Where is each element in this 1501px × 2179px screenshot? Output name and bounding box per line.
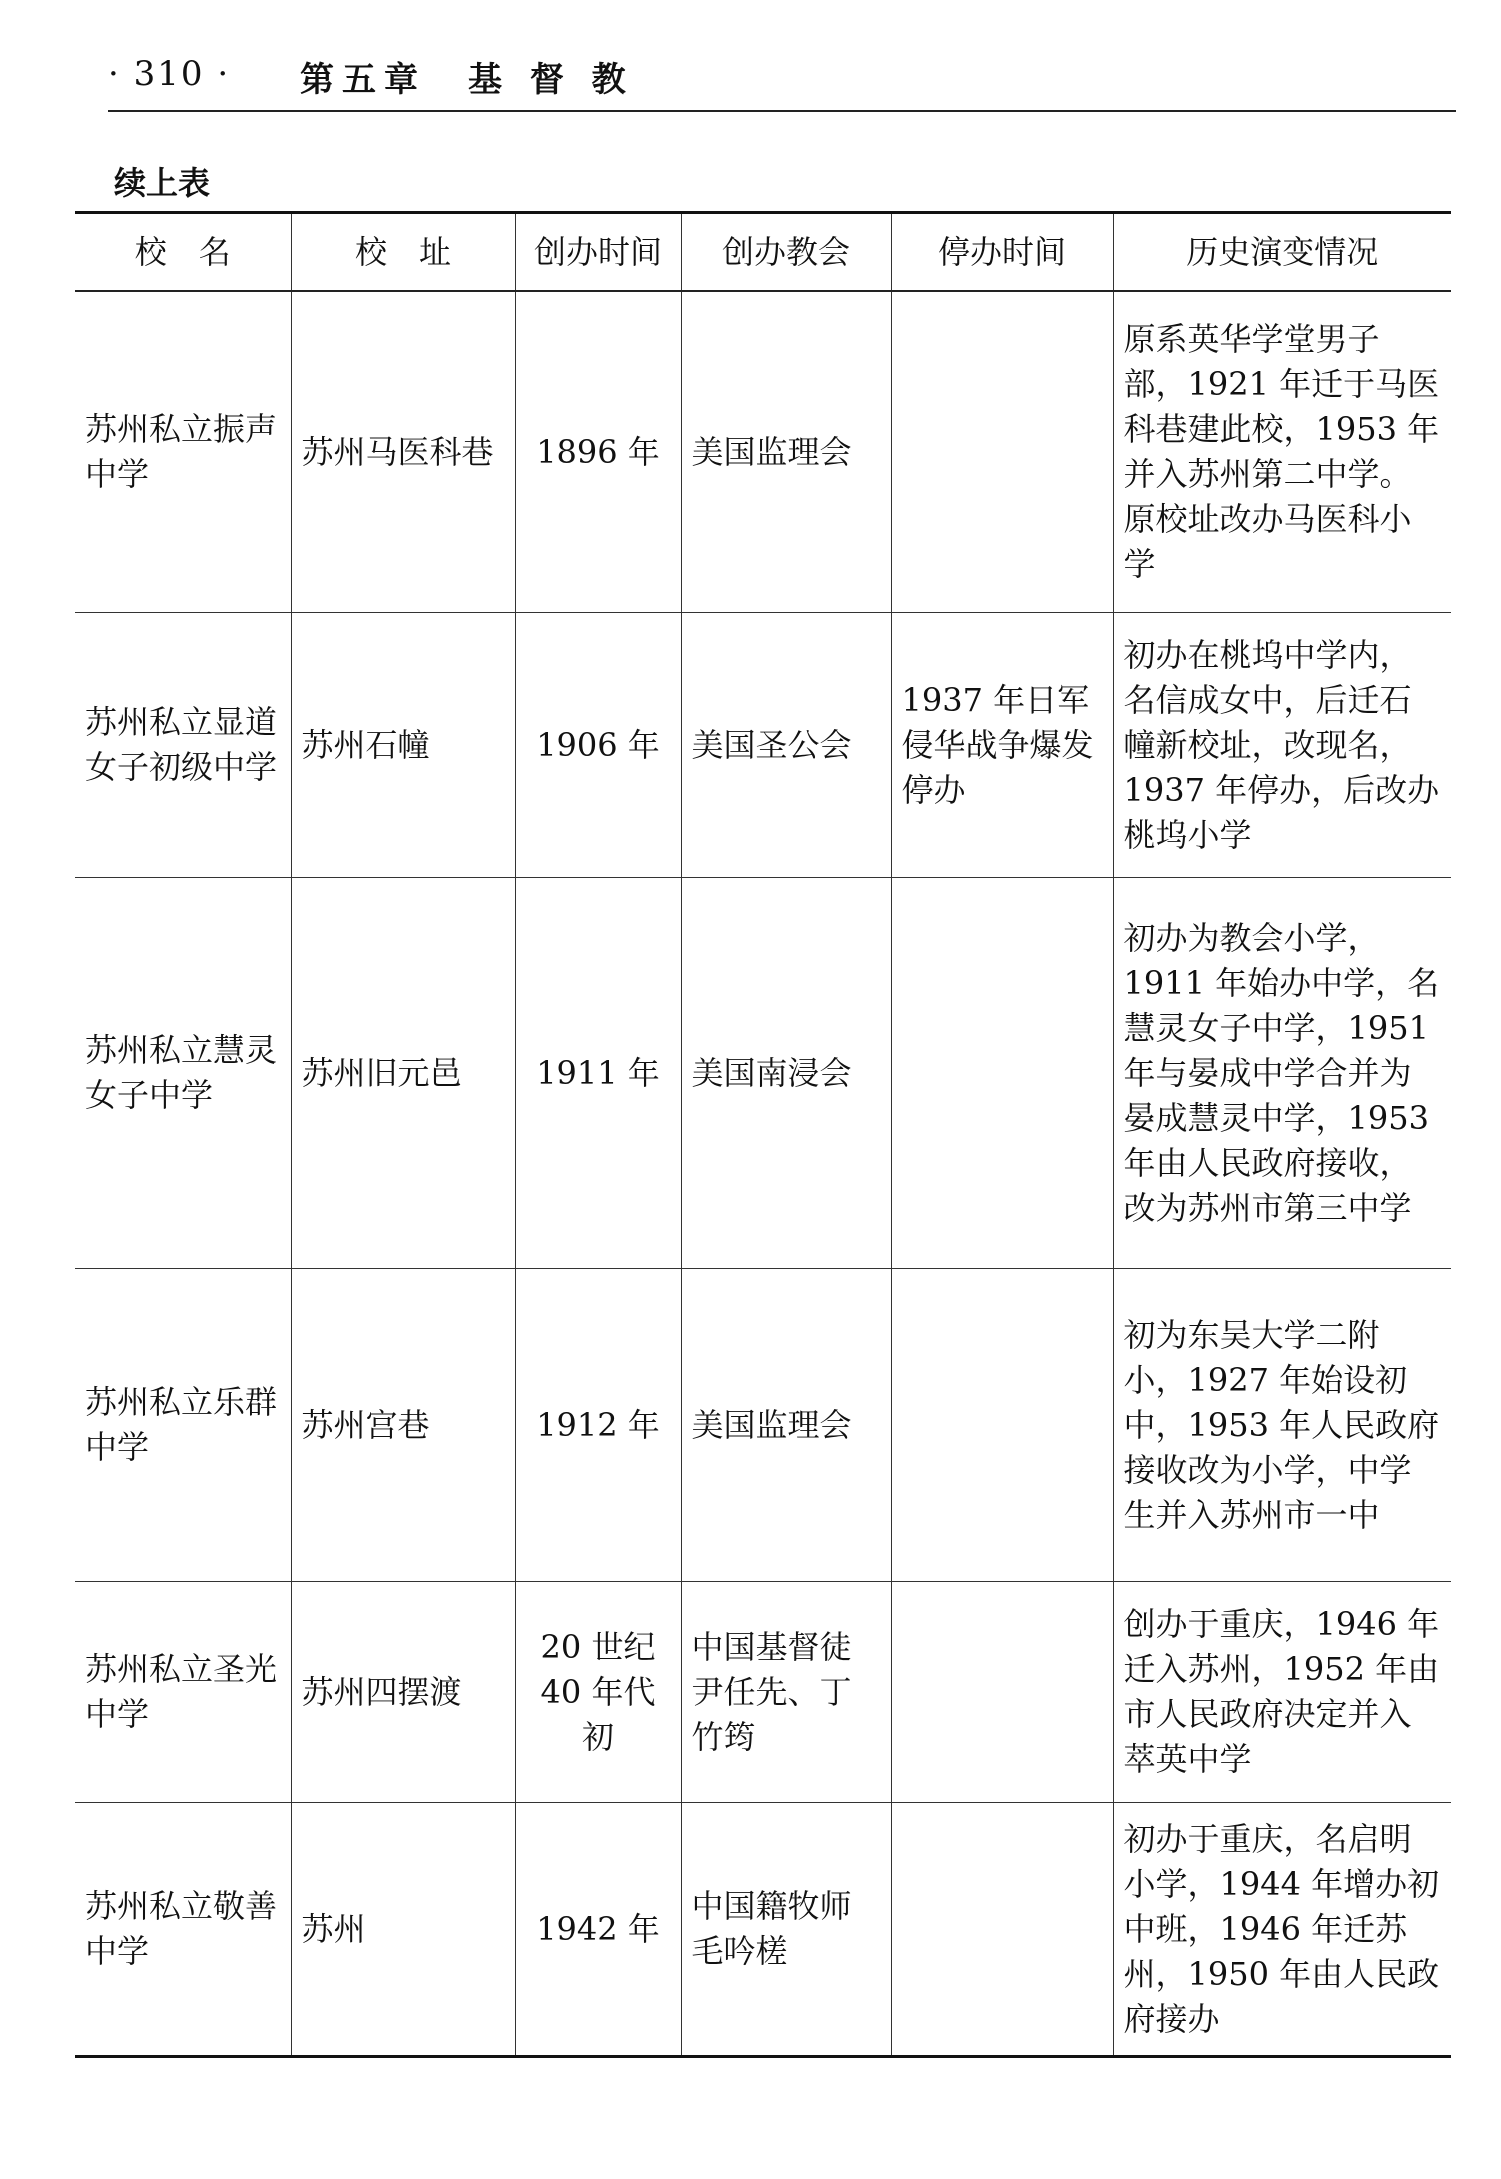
history-cell: 初办为教会小学，1911 年始办中学，名慧灵女子中学，1951 年与晏成中学合并为晏成慧灵中学，1953 年由人民政府接收，改为苏州市第三中学 — [1113, 878, 1451, 1269]
founding-church-cell: 中国基督徒尹任先、丁竹筠 — [681, 1582, 891, 1803]
history-cell: 初办于重庆，名启明小学，1944 年增办初中班，1946 年迁苏州，1950 年由人民政府接办 — [1113, 1803, 1451, 2057]
founded-time-cell: 20 世纪 40 年代初 — [515, 1582, 681, 1803]
founding-church-cell: 中国籍牧师毛吟槎 — [681, 1803, 891, 2057]
closed-time-cell — [891, 878, 1113, 1269]
school-name-cell: 苏州私立振声中学 — [75, 291, 291, 613]
founding-church-cell: 美国监理会 — [681, 1269, 891, 1582]
history-cell: 初办在桃坞中学内，名信成女中，后迁石幢新校址，改现名，1937 年停办，后改办桃坞小学 — [1113, 613, 1451, 878]
table-row — [75, 291, 1451, 613]
table-row — [75, 613, 1451, 878]
founded-time-cell: 1912 年 — [515, 1269, 681, 1582]
founding-church-cell: 美国圣公会 — [681, 613, 891, 878]
column-header-closed: 停办时间 — [891, 213, 1113, 292]
table-row — [75, 1582, 1451, 1803]
school-name-cell: 苏州私立显道女子初级中学 — [75, 613, 291, 878]
closed-time-cell — [891, 291, 1113, 613]
school-name-cell: 苏州私立乐群中学 — [75, 1269, 291, 1582]
founding-church-cell: 美国南浸会 — [681, 878, 891, 1269]
table-header-row — [75, 213, 1451, 292]
column-header-church: 创办教会 — [681, 213, 891, 292]
history-cell: 初为东吴大学二附小，1927 年始设初中，1953 年人民政府接收改为小学，中学生并入苏州市一中 — [1113, 1269, 1451, 1582]
column-header-address: 校 址 — [291, 213, 515, 292]
closed-time-cell: 1937 年日军侵华战争爆发停办 — [891, 613, 1113, 878]
closed-time-cell — [891, 1582, 1113, 1803]
closed-time-cell — [891, 1803, 1113, 2057]
column-header-history: 历史演变情况 — [1113, 213, 1451, 292]
table-row — [75, 1269, 1451, 1582]
history-cell: 原系英华学堂男子部，1921 年迁于马医科巷建此校，1953 年并入苏州第二中学。原校址改办马医科小学 — [1113, 291, 1451, 613]
history-cell: 创办于重庆，1946 年迁入苏州，1952 年由市人民政府决定并入萃英中学 — [1113, 1582, 1451, 1803]
school-address-cell: 苏州四摆渡 — [291, 1582, 515, 1803]
founded-time-cell: 1911 年 — [515, 878, 681, 1269]
school-address-cell: 苏州宫巷 — [291, 1269, 515, 1582]
school-address-cell: 苏州马医科巷 — [291, 291, 515, 613]
school-address-cell: 苏州 — [291, 1803, 515, 2057]
chapter-title: 第五章 基 督 教 — [300, 60, 634, 100]
school-address-cell: 苏州石幢 — [291, 613, 515, 878]
school-name-cell: 苏州私立慧灵女子中学 — [75, 878, 291, 1269]
continued-table-label: 续上表 — [114, 164, 211, 202]
column-header-founded: 创办时间 — [515, 213, 681, 292]
founded-time-cell: 1906 年 — [515, 613, 681, 878]
closed-time-cell — [891, 1269, 1113, 1582]
founded-time-cell: 1896 年 — [515, 291, 681, 613]
table-row — [75, 878, 1451, 1269]
column-header-name: 校 名 — [75, 213, 291, 292]
table-row — [75, 1803, 1451, 2057]
school-name-cell: 苏州私立敬善中学 — [75, 1803, 291, 2057]
school-address-cell: 苏州旧元邑 — [291, 878, 515, 1269]
page-number: · 310 · — [108, 54, 231, 94]
founding-church-cell: 美国监理会 — [681, 291, 891, 613]
founded-time-cell: 1942 年 — [515, 1803, 681, 2057]
header-rule — [108, 110, 1456, 112]
school-history-table — [75, 211, 1451, 2058]
page-header — [108, 52, 1456, 110]
school-name-cell: 苏州私立圣光中学 — [75, 1582, 291, 1803]
